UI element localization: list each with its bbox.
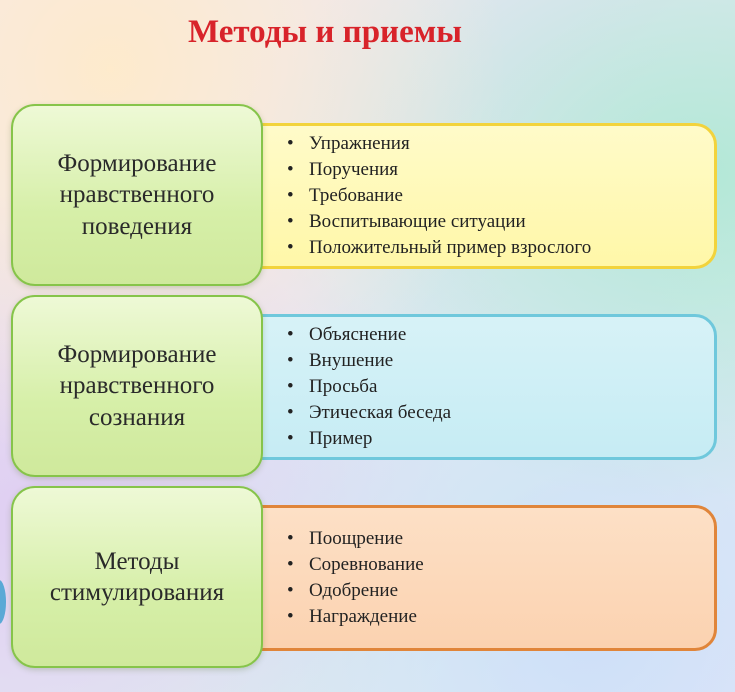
group-heading-box — [11, 104, 263, 286]
bullet-icon: • — [287, 554, 294, 575]
bullet-icon: • — [287, 528, 294, 549]
group-heading — [58, 148, 217, 243]
list-item: • Поручения — [287, 157, 714, 183]
heading-line: сознания — [88, 403, 186, 431]
bullet-icon: • — [287, 376, 294, 397]
bullet-icon: • — [287, 402, 294, 423]
group-heading-box — [11, 486, 263, 668]
heading-line: Методы — [94, 547, 180, 575]
bullet-icon: • — [287, 606, 294, 627]
bullet-icon: • — [287, 237, 294, 258]
methods-list-box — [250, 314, 717, 460]
list-item: • Положительный пример взрослого — [287, 235, 714, 261]
list-item: • Поощрение — [287, 526, 714, 552]
list-item: • Соревнование — [287, 552, 714, 578]
bullet-icon: • — [287, 185, 294, 206]
list-item: • Пример — [287, 426, 714, 452]
page-title: Методы и приемы — [188, 14, 462, 50]
bullet-icon: • — [287, 580, 294, 601]
bullet-icon: • — [287, 133, 294, 154]
list-item: • Внушение — [287, 348, 714, 374]
methods-list-box — [250, 123, 717, 269]
group-heading — [58, 339, 217, 434]
bullet-icon: • — [287, 159, 294, 180]
group-heading-box — [11, 295, 263, 477]
list-item: • Требование — [287, 183, 714, 209]
group-heading — [50, 546, 224, 609]
list-item: • Объяснение — [287, 322, 714, 348]
methods-list-box — [250, 505, 717, 651]
heading-line: Формирование — [57, 340, 217, 368]
bullet-icon: • — [287, 428, 294, 449]
list-item: • Упражнения — [287, 131, 714, 157]
bullet-icon: • — [287, 324, 294, 345]
heading-line: нравственного — [59, 372, 215, 400]
list-item: • Просьба — [287, 374, 714, 400]
heading-line: нравственного — [59, 181, 215, 209]
list-item: • Одобрение — [287, 578, 714, 604]
list-item: • Награждение — [287, 604, 714, 630]
bullet-icon: • — [287, 350, 294, 371]
heading-line: стимулирования — [49, 579, 225, 606]
heading-line: Формирование — [57, 149, 217, 177]
list-item: • Этическая беседа — [287, 400, 714, 426]
heading-line: поведения — [81, 212, 193, 240]
list-item: • Воспитывающие ситуации — [287, 209, 714, 235]
bullet-icon: • — [287, 211, 294, 232]
decorative-edge-shape — [0, 580, 6, 624]
